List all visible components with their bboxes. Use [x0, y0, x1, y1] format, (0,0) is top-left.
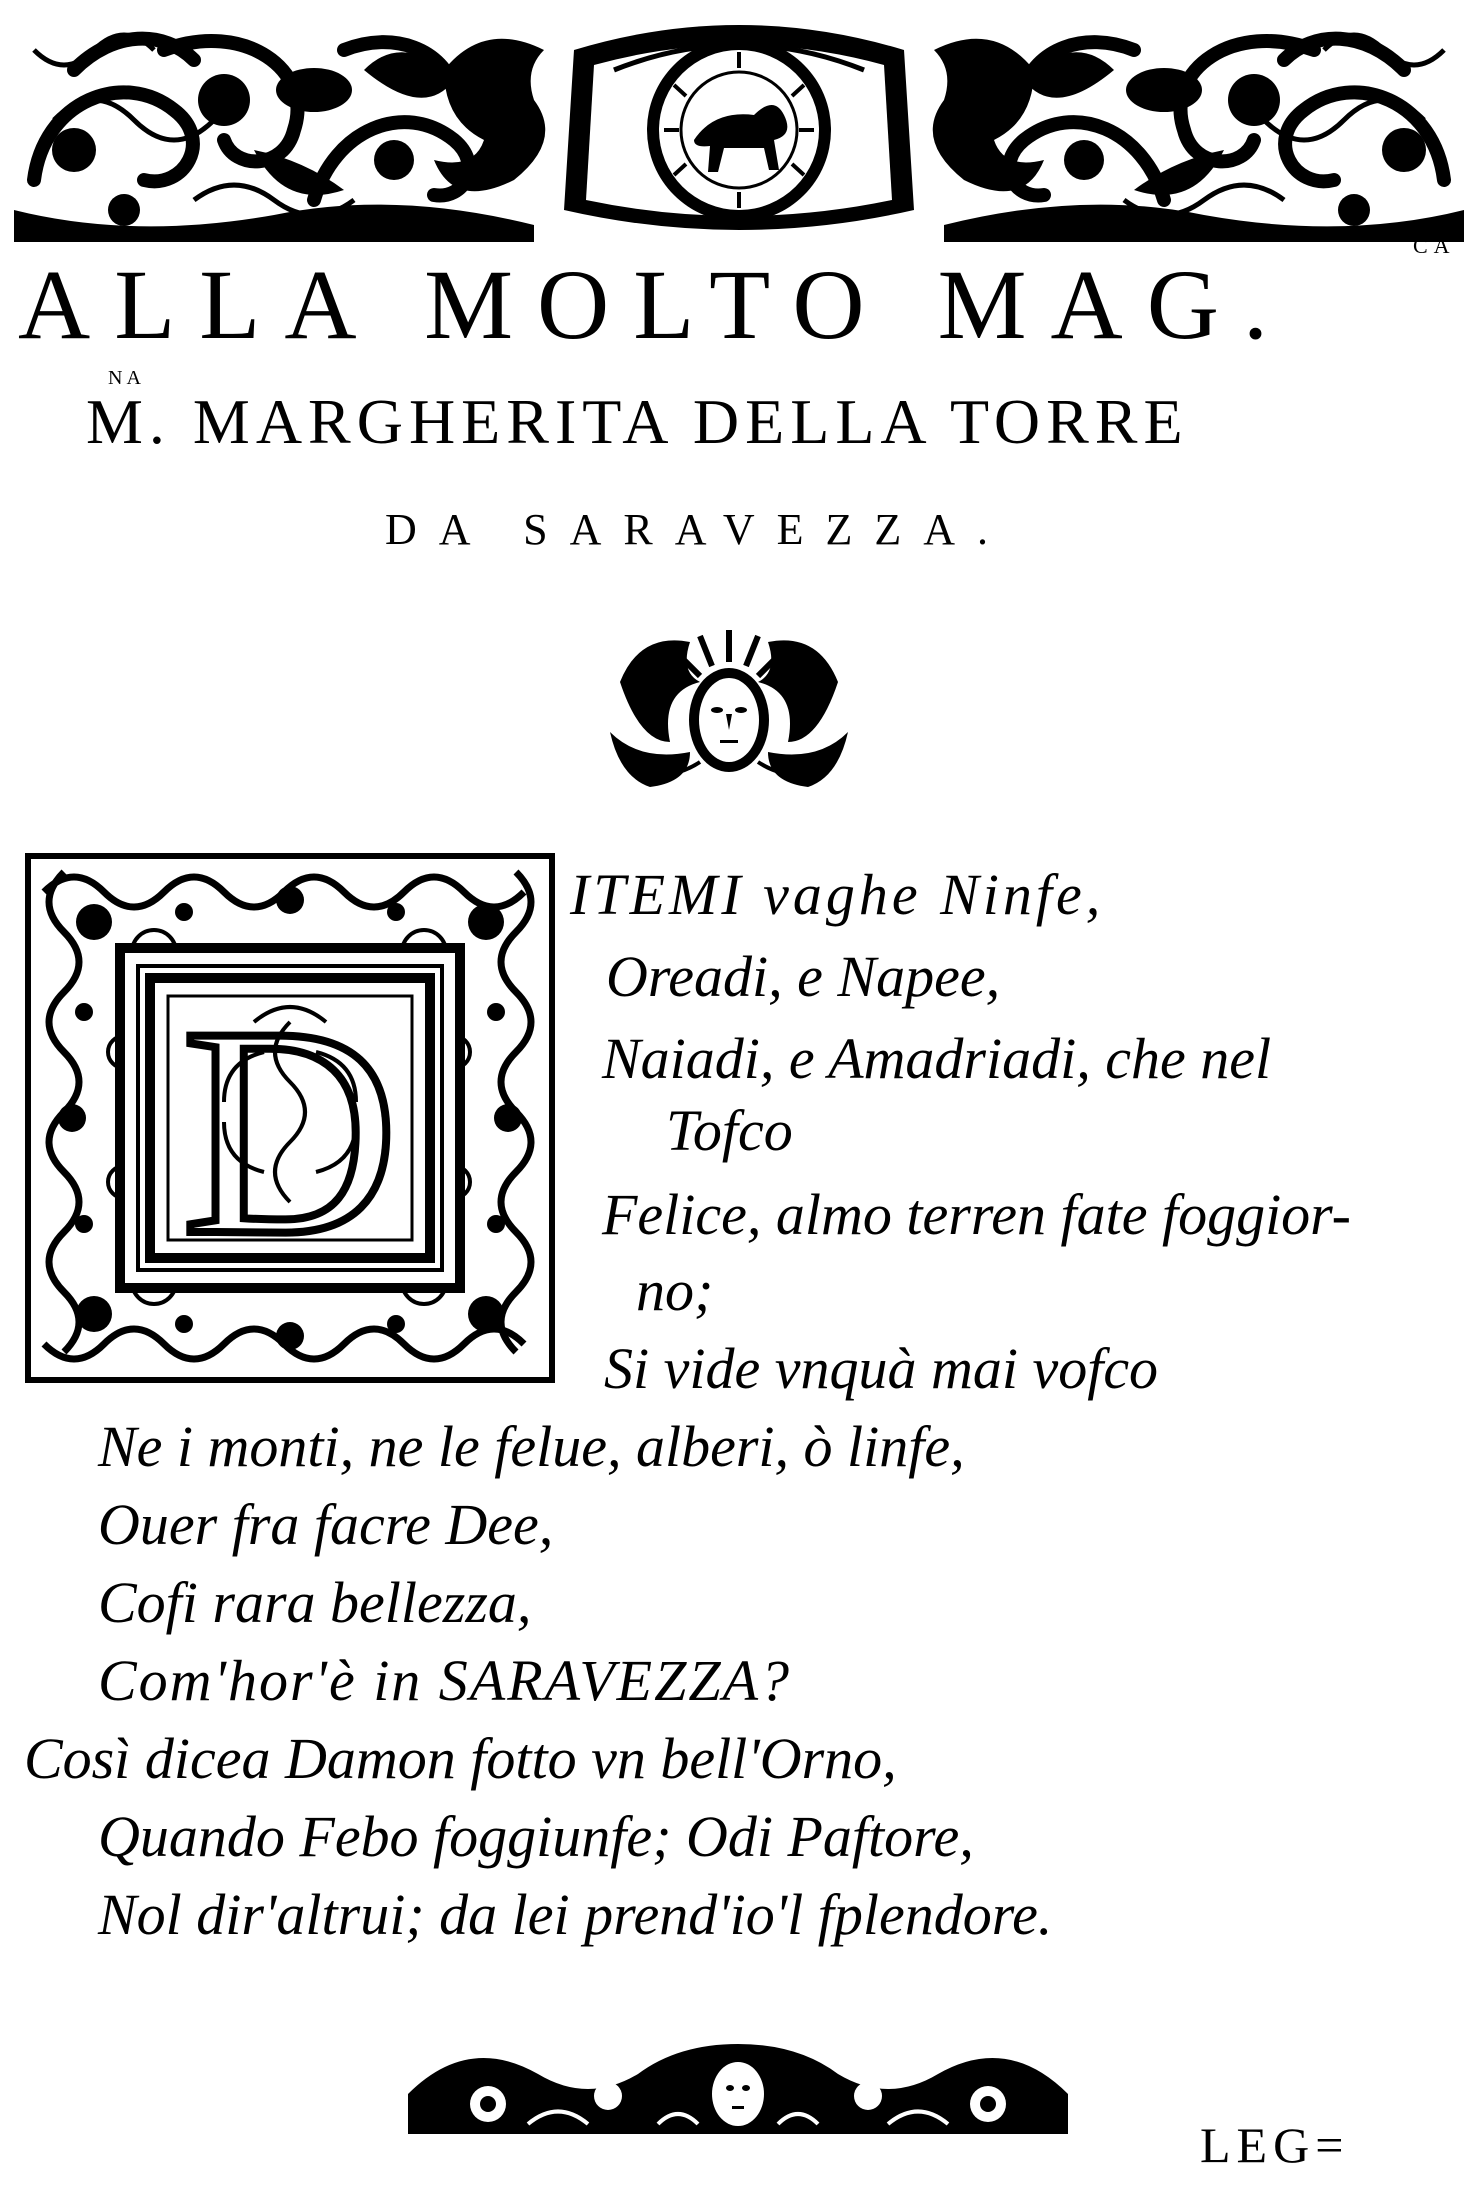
poem-line-12: Così dicea Damon fotto vn bell'Orno, [24, 1726, 897, 1791]
poem-line-9: Ouer fra facre Dee, [98, 1492, 554, 1557]
title-line-1: ALLA MOLTO MAG. CA [18, 233, 1456, 360]
dropcap-letter: D [181, 965, 399, 1297]
poem-line-7: Si vide vnquà mai vofco [604, 1336, 1159, 1401]
tailpiece-ornament-icon [408, 2034, 1068, 2144]
poem-line-2: Oreadi, e Napee, [606, 944, 1001, 1009]
poem-line-1: ITEMI vaghe Ninfe, [570, 862, 1105, 927]
poem-line-13: Quando Febo foggiunfe; Odi Paftore, [98, 1804, 974, 1869]
poem-line-6: no; [636, 1258, 714, 1323]
poem-line-4: Tofco [666, 1098, 793, 1163]
poem-line-5: Felice, almo terren fate foggior- [602, 1182, 1351, 1247]
poem-line-11: Com'hor'è in SARAVEZZA? [98, 1648, 792, 1713]
title-line-3: DA SARAVEZZA. [385, 505, 1011, 554]
poem-line-8: Ne i monti, ne le felue, alberi, ò linfe, [98, 1414, 965, 1479]
catchword: LEG= [1200, 2117, 1350, 2173]
title-superscript-na: NA [108, 367, 145, 389]
poem-line-3: Naiadi, e Amadriadi, che nel [602, 1026, 1272, 1091]
poem-line-10: Cofi rara bellezza, [98, 1570, 532, 1635]
title-superscript-ca: CA [1413, 233, 1456, 258]
poem-line-14: Nol dir'altrui; da lei prend'io'l fplendore. [98, 1882, 1053, 1947]
title-line-2: NA M. MARGHERITA DELLA TORRE [86, 367, 1189, 457]
